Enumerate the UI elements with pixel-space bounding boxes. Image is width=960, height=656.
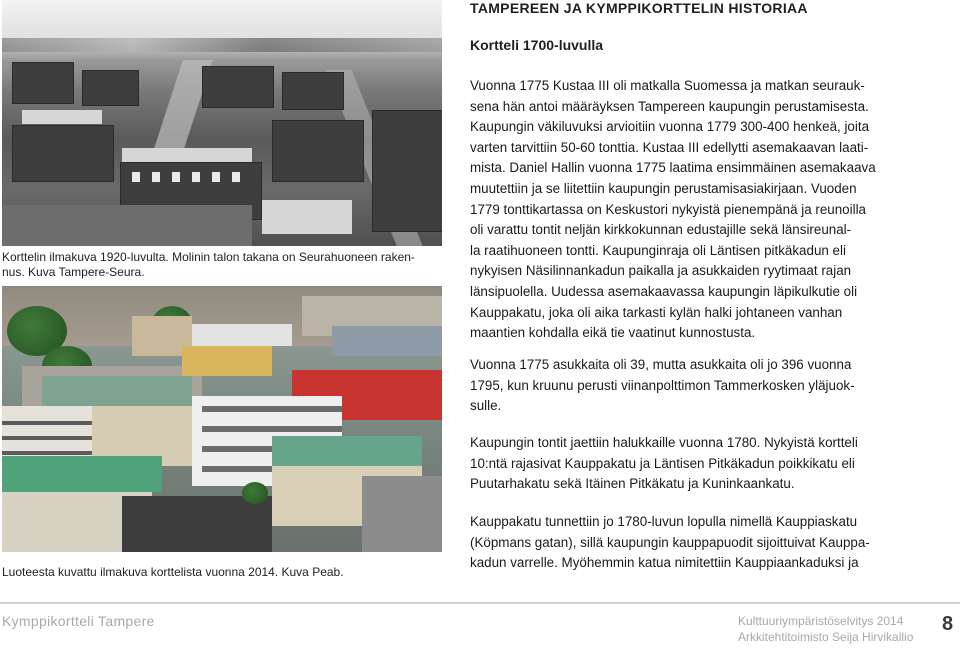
- photo-building: [182, 346, 272, 376]
- footer-divider: [0, 602, 960, 604]
- photo-building: [82, 70, 139, 106]
- footer-project-name: Kymppikortteli Tampere: [2, 613, 155, 629]
- photo-window-band: [2, 421, 92, 425]
- photo-roof: [262, 200, 352, 234]
- photo-building: [282, 72, 344, 110]
- photo-window: [132, 172, 140, 182]
- photo-building: [272, 120, 364, 182]
- photo-horizon: [2, 38, 442, 52]
- footer-credits: [738, 613, 913, 645]
- photo-building: [202, 66, 274, 108]
- photo-green-roof: [2, 456, 162, 492]
- photo-roof: [122, 148, 252, 162]
- photo-window: [172, 172, 180, 182]
- page-number: 8: [942, 613, 954, 635]
- photo1-caption: Korttelin ilmakuva 1920-luvulta. Molinin talon takana on Seurahuoneen raken- nus. Kuva Tampere-Seura.: [2, 250, 415, 279]
- photo-building: [12, 125, 114, 182]
- photo-window-band: [2, 436, 92, 440]
- photo-roof: [22, 110, 102, 124]
- photo-window: [232, 172, 240, 182]
- paragraph-2: Vuonna 1775 asukkaita oli 39, mutta asukkaita oli jo 396 vuonna 1795, kun kruunu perusti viinanpolttimon Tammerkosken yläjuok- sulle.: [470, 357, 855, 414]
- photo-building: [332, 326, 442, 356]
- photo-window: [192, 172, 200, 182]
- photo-window-band: [202, 426, 342, 432]
- subtitle: Kortteli 1700-luvulla: [470, 37, 604, 53]
- photo-tree: [242, 482, 268, 504]
- section-title: TAMPEREEN JA KYMPPIKORTTELIN HISTORIAA: [470, 0, 808, 16]
- photo-building: [372, 110, 442, 232]
- modern-aerial-photo: [2, 286, 442, 552]
- paragraph-3: Kaupungin tontit jaettiin halukkaille vuonna 1780. Nykyistä kortteli 10:ntä rajasivat Kauppakatu ja Läntisen Pitkäkadun poikkikatu eli Puutarhakatu sekä Itäinen Pitkäkatu ja Kuninkaankatu.: [470, 435, 858, 492]
- paragraph-4: Kauppakatu tunnettiin jo 1780-luvun lopulla nimellä Kauppiaskatu (Köpmans gatan), sillä kaupungin kauppapuodit sijoittuivat Kauppa- kadun varrelle. Myöhemmin katua nimitettiin Kauppiaankaduksi ja: [470, 514, 870, 571]
- photo-window-band: [202, 406, 342, 412]
- photo-window: [212, 172, 220, 182]
- paragraph-1: Vuonna 1775 Kustaa III oli matkalla Suomessa ja matkan seurauk- sena hän antoi määräyksen Tampereen kaupungin perustamisesta. Kaupungin väkiluvuksi arvioitiin vuonna 1779 300-400 henkeä, joita varten tarvittiin 50-60 tonttia. Kustaa III edellytti asemakaavan laati- mista. Daniel Hallin vuonna 1775 laatima ensimmäinen asemakaava muutettiin ja se liitettiin kaupungin perustamisasiakirjaan. Vuoden 1779 tonttikartassa on Keskustori nykyistä pienempänä ja reunoilla oli varattu tontit neljän kirkkokunnan edustajille sekä länsireunal- la raatihuoneen tontti. Kaupunginraja oli Läntisen pitkäkadun eli nykyisen Näsilinnankadun paikalla ja asukkaiden ryytimaat rajan länsipuolella. Uudessa asemakaavassa kaupungin läpikulkutie oli Kauppakatu, joka oli aika tarkasti kylän halki johtaneen vanhan maantien kohdalla eikä tie vaatinut kunnostusta.: [470, 78, 876, 341]
- photo-window: [152, 172, 160, 182]
- photo2-caption: Luoteesta kuvattu ilmakuva korttelista vuonna 2014. Kuva Peab.: [2, 565, 344, 579]
- photo-building: [192, 324, 292, 346]
- historic-aerial-photo: [2, 0, 442, 246]
- photo-green-roof: [272, 436, 422, 466]
- photo-dark-roof: [122, 496, 272, 552]
- photo-building: [12, 62, 74, 104]
- photo-square: [2, 205, 252, 246]
- photo-building: [362, 476, 442, 552]
- footer-report-title: Kulttuuriympäristöselvitys 2014: [738, 614, 904, 628]
- footer-office-name: Arkkitehtitoimisto Seija Hirvikallio: [738, 630, 914, 644]
- photo-window-band: [2, 451, 92, 455]
